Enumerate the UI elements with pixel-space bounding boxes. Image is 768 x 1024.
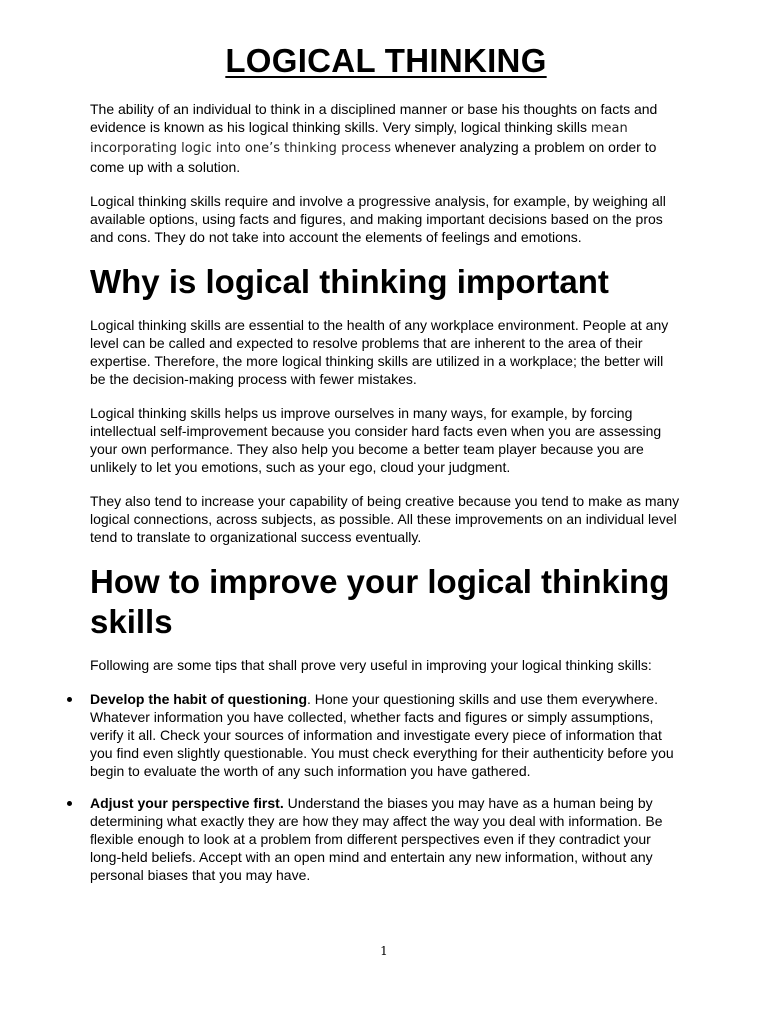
intro-paragraph-1-part-3: whenever analyzing a problem on order to come up with a solution. xyxy=(90,139,657,175)
tip-bold-lead: Adjust your perspective first. xyxy=(90,795,284,811)
tips-list xyxy=(65,690,682,884)
page-number: 1 xyxy=(380,944,388,958)
document-title: LOGICAL THINKING xyxy=(225,42,547,79)
why-paragraph-3: They also tend to increase your capability of being creative because you tend to make as many logical connections, across subjects, as possible. All these improvements on an individual level tend to translate to organizational success eventually. xyxy=(90,493,680,545)
intro-paragraph-1-part-1: The ability of an individual to think in a disciplined manner or base his thoughts on facts and evidence is known as his logical thinking skills. Very simply, logical thinking skills xyxy=(90,101,658,135)
list-item xyxy=(65,690,682,780)
why-paragraph-2: Logical thinking skills helps us improve ourselves in many ways, for example, by forcing intellectual self-improvement because you consider hard facts even when you are assessing your own performance. They also help you become a better team player because you are unlikely to let you emotions, such as your ego, cloud your judgment. xyxy=(90,405,662,475)
section-heading-how: How to improve your logical thinking skills xyxy=(90,563,670,640)
intro-paragraph-2: Logical thinking skills require and involve a progressive analysis, for example, by weighing all available options, using facts and figures, and making important decisions based on the pros and cons. They do not take into account the elements of feelings and emotions. xyxy=(90,193,666,245)
tip-body-text: Understand the biases you may have as a human being by determining what exactly they are how they may affect the way you deal with information. Be flexible enough to look at a problem from different perspectives even if they contradict your long-held beliefs. Accept with an open mind and entertain any new information, without any personal biases that you may have. xyxy=(90,795,663,883)
bullet-icon xyxy=(65,794,90,812)
intro-paragraph-1 xyxy=(90,100,682,176)
bullet-icon xyxy=(65,690,90,708)
tip-body-text: . Hone your questioning skills and use them everywhere. Whatever information you have collected, whether facts and figures or simply assumptions, verify it all. Check your sources of information and investigate every piece of information that you find even slightly questionable. You must check everything for their authenticity before you begin to evaluate the worth of any such information you have gathered. xyxy=(90,691,674,779)
why-paragraph-1: Logical thinking skills are essential to the health of any workplace environment. People at any level can be called and expected to resolve problems that are inherent to the area of their expertise. Therefore, the more logical thinking skills are utilized in a workplace; the better will be the decision-making process with fewer mistakes. xyxy=(90,317,669,387)
tip-bold-lead: Develop the habit of questioning xyxy=(90,691,307,707)
intro-paragraph-1-part-2: mean incorporating logic into one’s thinking process xyxy=(90,121,628,156)
how-intro-paragraph: Following are some tips that shall prove very useful in improving your logical thinking skills: xyxy=(90,657,652,673)
section-heading-why: Why is logical thinking important xyxy=(90,263,609,300)
document-content xyxy=(90,40,682,898)
list-item xyxy=(65,794,682,884)
